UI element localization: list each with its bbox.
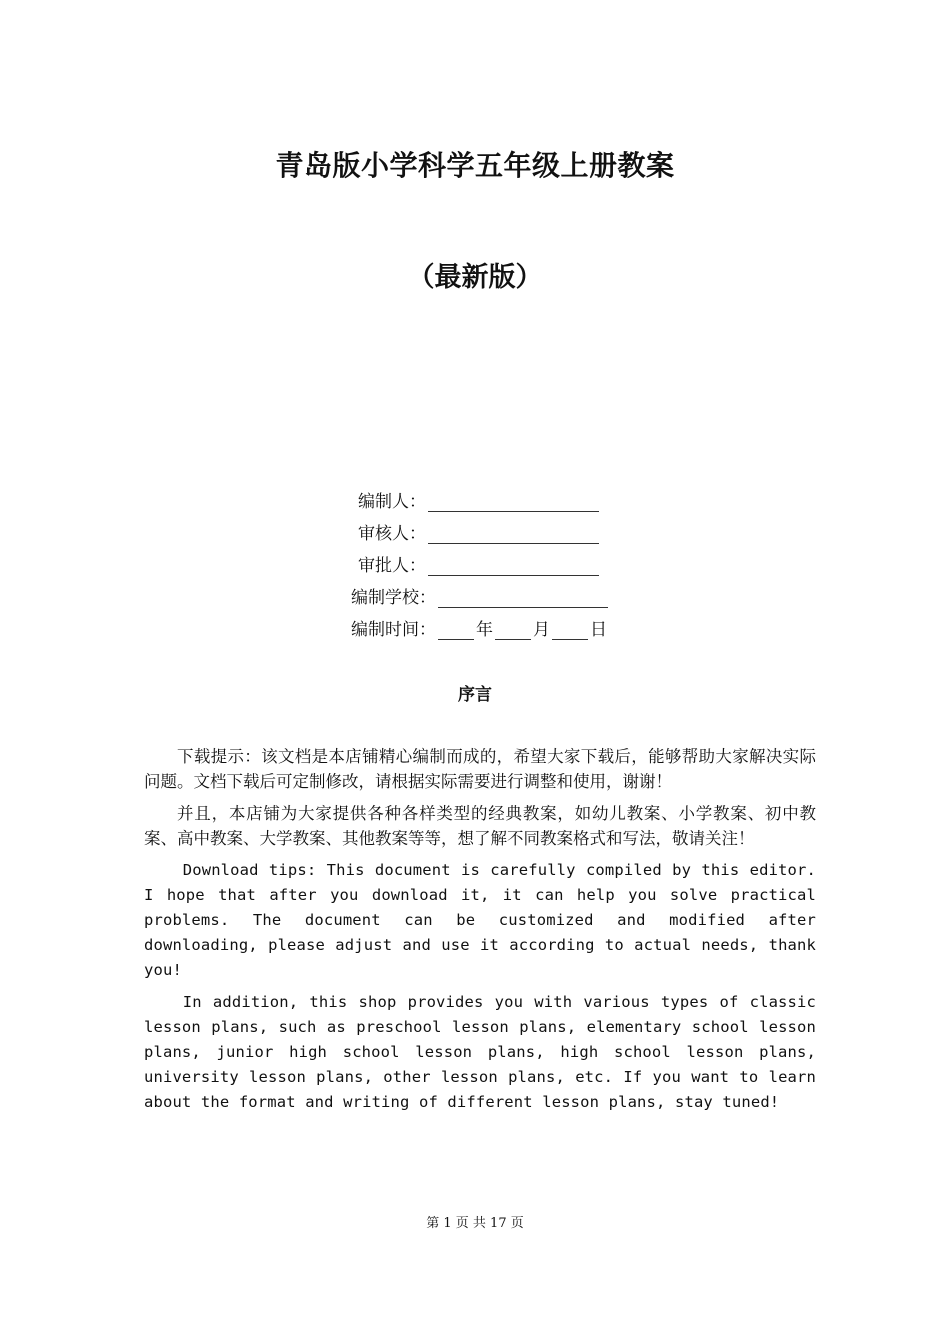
year-field[interactable] <box>438 619 474 640</box>
approver-label: 审批人： <box>358 556 426 576</box>
approver-field[interactable] <box>428 555 599 576</box>
approver-row <box>0 550 950 582</box>
editor-field[interactable] <box>428 491 599 512</box>
document-title: 青岛版小学科学五年级上册教案 <box>275 149 675 182</box>
school-label: 编制学校： <box>351 588 436 608</box>
time-label: 编制时间： <box>351 620 436 640</box>
reviewer-field[interactable] <box>428 523 599 544</box>
preface-body <box>144 744 816 1122</box>
time-row <box>0 614 950 646</box>
month-field[interactable] <box>495 619 531 640</box>
month-label: 月 <box>533 620 550 640</box>
preface-paragraph-cn-1: 下载提示：该文档是本店铺精心编制而成的，希望大家下载后，能够帮助大家解决实际问题。文档下载后可定制修改，请根据实际需要进行调整和使用，谢谢！ <box>144 747 816 791</box>
info-block <box>0 486 950 646</box>
page-footer: 第 1 页 共 17 页 <box>426 1216 524 1231</box>
preface-title: 序言 <box>458 685 492 705</box>
day-label: 日 <box>590 620 607 640</box>
document-subtitle: （最新版） <box>407 262 543 293</box>
editor-row <box>0 486 950 518</box>
preface-paragraph-en-1: Download tips: This document is carefully compiled by this editor. I hope that after you download it, it can help you solve practical problems. The document can be customized and modified after downloading, please adjust and use it according to actual needs, thank you! <box>144 861 816 979</box>
school-row <box>0 582 950 614</box>
reviewer-row <box>0 518 950 550</box>
day-field[interactable] <box>552 619 588 640</box>
school-field[interactable] <box>438 587 608 608</box>
editor-label: 编制人： <box>358 492 426 512</box>
preface-paragraph-en-2: In addition, this shop provides you with various types of classic lesson plans, such as preschool lesson plans, elementary school lesson plans, junior high school lesson plans, high school lesson plans, university lesson plans, other lesson plans, etc. If you want to learn about the format and writing of different lesson plans, stay tuned! <box>144 993 816 1111</box>
reviewer-label: 审核人： <box>358 524 426 544</box>
preface-paragraph-cn-2: 并且，本店铺为大家提供各种各样类型的经典教案，如幼儿教案、小学教案、初中教案、高中教案、大学教案、其他教案等等，想了解不同教案格式和写法，敬请关注！ <box>144 804 816 848</box>
year-label: 年 <box>476 620 493 640</box>
